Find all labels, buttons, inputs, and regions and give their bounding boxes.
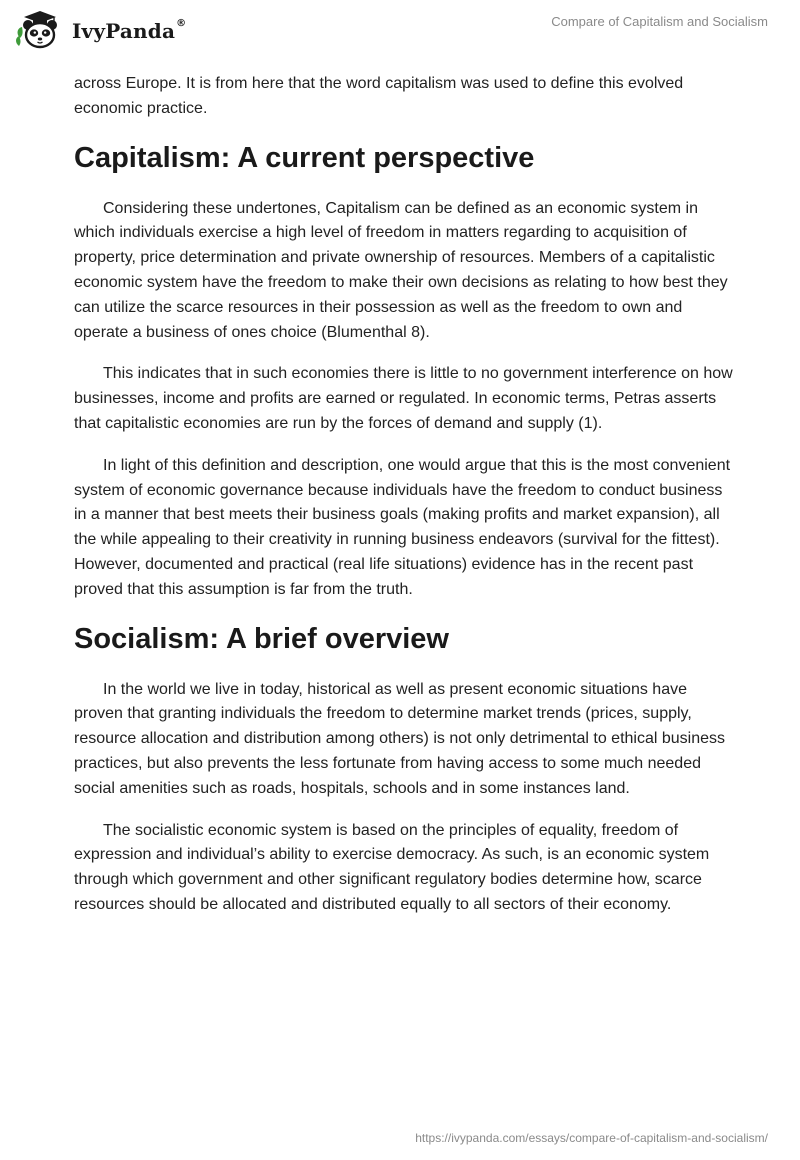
paragraph: In light of this definition and description, one would argue that this is the most convenient system of economic governance because individuals have the freedom to conduct business in a manner that best meets their business goals (making profits and market expansion), all the while appealing to their creativity in running business endeavors (survival for the fittest). However, documented and practical (real life situations) evidence has in the recent past proved that this assumption is far from the truth. <box>74 456 731 598</box>
section-heading-socialism: Socialism: A brief overview <box>74 622 449 655</box>
paragraph: The socialistic economic system is based on the principles of equality, freedom of expression and individual’s ability to exercise democracy. As such, is an economic system through which government and other significant regulatory bodies determine how, scarce resources should be allocated and distributed equally to all sectors of their economy. <box>74 821 710 913</box>
panda-graduate-icon <box>14 8 66 52</box>
section-heading-capitalism: Capitalism: A current perspective <box>74 141 535 174</box>
source-url[interactable]: https://ivypanda.com/essays/compare-of-capitalism-and-socialism/ <box>415 1131 768 1145</box>
page-header <box>0 0 800 62</box>
intro-paragraph: across Europe. It is from here that the word capitalism was used to define this evolved economic practice. <box>74 75 684 117</box>
document-title: Compare of Capitalism and Socialism <box>551 14 768 29</box>
paragraph: This indicates that in such economies there is little to no government interference on how businesses, income and profits are earned or regulated. In economic terms, Petras asserts that capitalistic economies are run by the forces of demand and supply (1). <box>74 365 733 432</box>
brand-name-text: IvyPanda <box>72 19 176 43</box>
paragraph: In the world we live in today, historical as well as present economic situations have proven that granting individuals the freedom to determine market trends (prices, supply, resource allocation and distribution among others) is not only detrimental to ethical business practices, but also prevents the less fortunate from having access to some much needed social amenities such as roads, hospitals, schools and in some instances land. <box>74 680 726 797</box>
brand-name <box>72 19 186 43</box>
registered-mark: ® <box>176 18 187 30</box>
paragraph: Considering these undertones, Capitalism can be defined as an economic system in which individuals exercise a high level of freedom in matters regarding to acquisition of property, price determination and private ownership of resources. Members of a capitalistic economic system have the freedom to make their own decisions as relating to how best they can utilize the scarce resources in their possession as well as the freedom to own and operate a business of ones choice (Blumenthal 8). <box>74 199 728 341</box>
essay-content <box>74 72 734 935</box>
ivypanda-logo[interactable] <box>14 8 186 52</box>
